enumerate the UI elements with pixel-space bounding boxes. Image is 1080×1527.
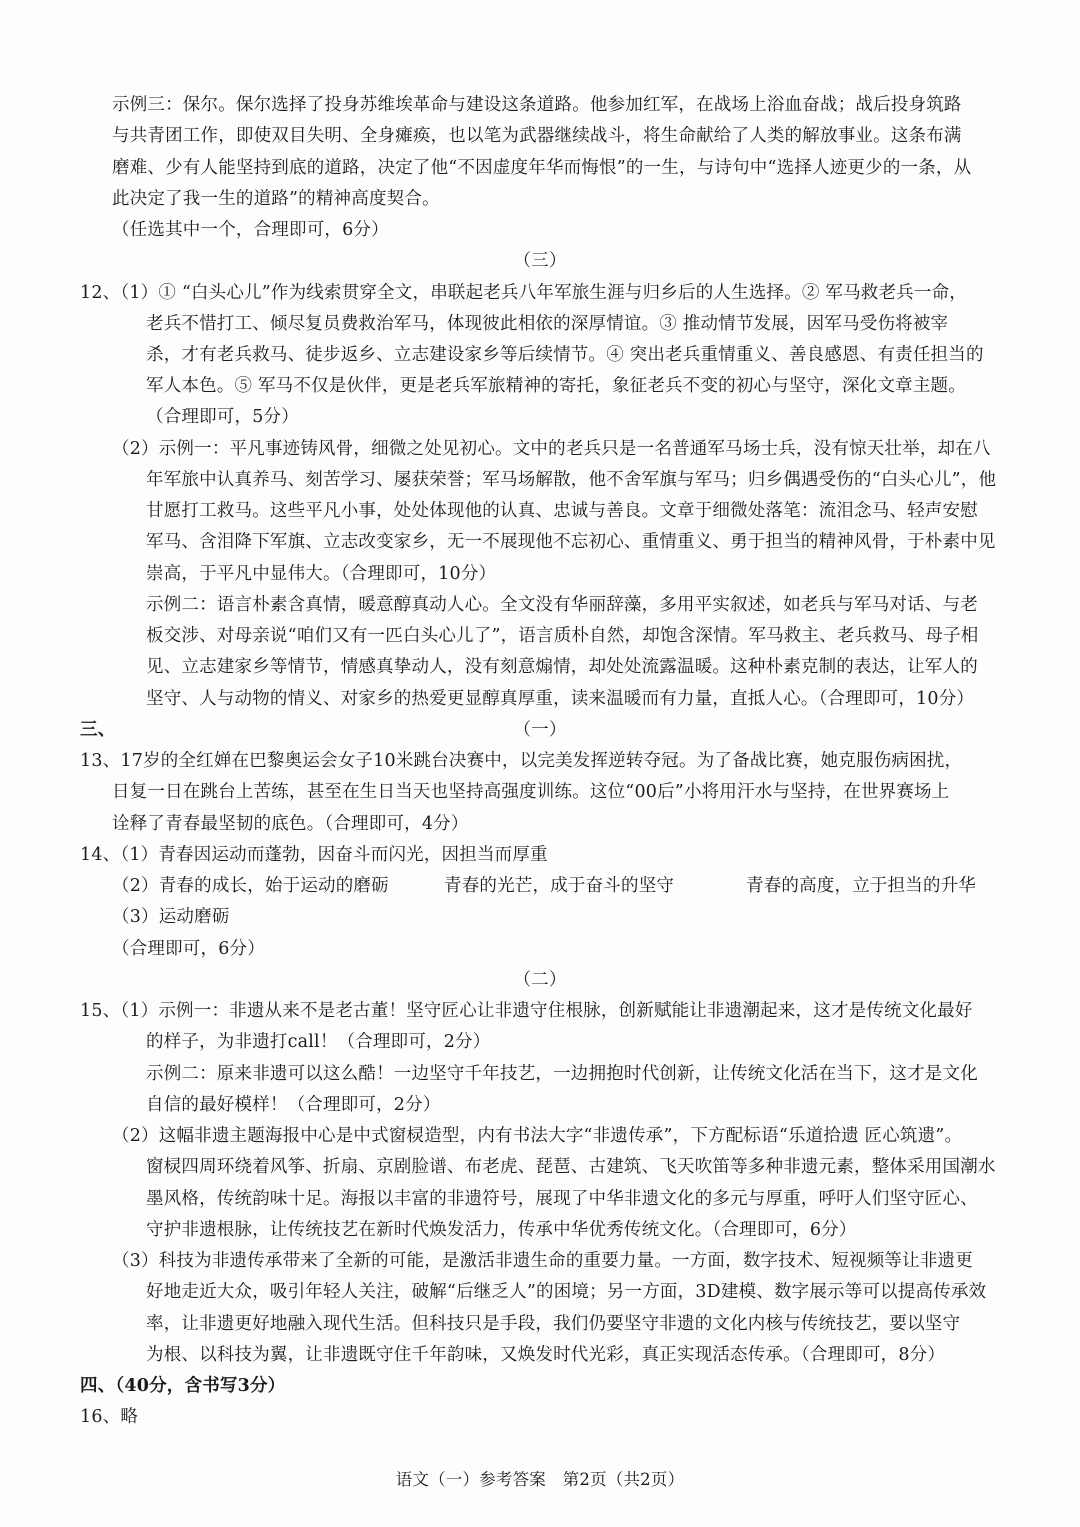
q14-answer-1: 14、（1）青春因运动而蓬勃，因奋斗而闪光，因担当而厚重: [80, 845, 548, 865]
q15-2-line-1: （2）这幅非遗主题海报中心是中式窗棂造型，内有书法大字“非遗传承”，下方配标语“乐道拾遗 匠心筑遗”。: [112, 1126, 963, 1146]
q15-1-line-1: 15、（1）示例一：非遗从来不是老古董！坚守匠心让非遗守住根脉，创新赋能让非遗潮起来，这才是传统文化最好: [80, 1001, 973, 1021]
q15-2-line-3: 墨风格，传统韵味十足。海报以丰富的非遗符号，展现了中华非遗文化的多元与厚重，呼吁人们坚守匠心、: [146, 1189, 978, 1209]
example3-line-4: 此决定了我一生的道路”的精神高度契合。: [112, 189, 440, 209]
q16-answer: 16、略: [80, 1407, 139, 1427]
q14-answer-2c: 青春的高度，立于担当的升华: [746, 876, 977, 896]
q12-2-ex2-line-1: 示例二：语言朴素含真情，暖意醇真动人心。全文没有华丽辞藻，多用平实叙述，如老兵与军马对话、与老: [146, 595, 978, 615]
q15-2-line-2: 窗棂四周环绕着风筝、折扇、京剧脸谱、布老虎、琵琶、古建筑、飞天吹笛等多种非遗元素，整体采用国潮水: [146, 1157, 996, 1177]
part3-label: 三、: [80, 720, 116, 740]
q15-2-line-4: 守护非遗根脉，让传统技艺在新时代焕发活力，传承中华优秀传统文化。（合理即可，6分）: [146, 1220, 857, 1240]
q14-answer-3: （3）运动磨砺: [112, 907, 230, 927]
q15-3-line-3: 率，让非遗更好地融入现代生活。但科技只是手段，我们仍要坚守非遗的文化内核与传统技艺，要以坚守: [146, 1314, 961, 1334]
example-note: （任选其中一个，合理即可，6分）: [112, 220, 389, 240]
q12-2-ex1-line-5: 崇高，于平凡中显伟大。（合理即可，10分）: [146, 564, 497, 584]
example3-line-2: 与共青团工作，即使双目失明、全身瘫痪，也以笔为武器继续战斗，将生命献给了人类的解放事业。这条布满: [112, 126, 962, 146]
q12-line-3: 杀，才有老兵救马、徒步返乡、立志建设家乡等后续情节。④ 突出老兵重情重义、善良感恩、有责任担当的: [146, 345, 984, 365]
part3-sub1-heading: （一）: [513, 720, 567, 740]
q12-2-ex2-line-2: 板交涉、对母亲说“咱们又有一匹白头心儿了”，语言质朴自然，却饱含深情。军马救主、老兵救马、母子相: [146, 626, 979, 646]
section-heading-three: （三）: [513, 251, 567, 271]
part4-label: 四、（40分，含书写3分）: [80, 1376, 286, 1396]
q13-line-3: 诠释了青春最坚韧的底色。（合理即可，4分）: [112, 814, 469, 834]
q15-1-line-3: 示例二：原来非遗可以这么酷！一边坚守千年技艺，一边拥抱时代创新，让传统文化活在当下，这才是文化: [146, 1064, 978, 1084]
q12-line-4: 军人本色。⑤ 军马不仅是伙伴，更是老兵军旅精神的寄托，象征老兵不变的初心与坚守，深化文章主题。: [146, 376, 966, 396]
example3-line-3: 磨难、少有人能坚持到底的道路，决定了他“不因虚度年华而悔恨”的一生，与诗句中“选择人迹更少的一条，从: [112, 158, 972, 178]
q14-answer-2b: 青春的光芒，成于奋斗的坚守: [444, 876, 675, 896]
q15-1-line-4: 自信的最好模样！（合理即可，2分）: [146, 1095, 441, 1115]
q12-2-ex1-line-4: 军马、含泪降下军旗、立志改变家乡，无一不展现他不忘初心、重情重义、勇于担当的精神风骨，于朴素中见: [146, 532, 996, 552]
example3-line-1: 示例三：保尔。保尔选择了投身苏维埃革命与建设这条道路。他参加红军，在战场上浴血奋战；战后投身筑路: [112, 95, 962, 115]
q14-note: （合理即可，6分）: [112, 939, 265, 959]
q15-3-line-1: （3）科技为非遗传承带来了全新的可能，是激活非遗生命的重要力量。一方面，数字技术、短视频等让非遗更: [112, 1251, 973, 1271]
q15-3-line-2: 好地走近大众，吸引年轻人关注，破解“后继乏人”的困境；另一方面，3D建模、数字展示等可以提高传承效: [146, 1282, 987, 1302]
q13-line-2: 日复一日在跳台上苦练，甚至在生日当天也坚持高强度训练。这位“00后”小将用汗水与坚持，在世界赛场上: [112, 782, 950, 802]
q12-2-ex2-line-4: 坚守、人与动物的情义、对家乡的热爱更显醇真厚重，读来温暖而有力量，直抵人心。（合理即可，10分）: [146, 689, 975, 709]
q12-2-ex1-line-1: （2）示例一：平凡事迹铸风骨，细微之处见初心。文中的老兵只是一名普通军马场士兵，没有惊天壮举，却在八: [112, 439, 991, 459]
q12-line-5: （合理即可，5分）: [146, 407, 299, 427]
q14-answer-2a: （2）青春的成长，始于运动的磨砺: [112, 876, 389, 896]
q12-2-ex1-line-3: 甘愿打工救马。这些平凡小事，处处体现他的认真、忠诚与善良。文章于细微处落笔：流泪念马、轻声安慰: [146, 501, 978, 521]
q15-3-line-4: 为根、以科技为翼，让非遗既守住千年韵味，又焕发时代光彩，真正实现活态传承。（合理即可，8分）: [146, 1345, 946, 1365]
q12-line-2: 老兵不惜打工、倾尽复员费救治军马，体现彼此相依的深厚情谊。③ 推动情节发展，因军马受伤将被宰: [146, 314, 949, 334]
q15-1-line-2: 的样子，为非遗打call！（合理即可，2分）: [146, 1032, 491, 1052]
page-footer: 语文（一）参考答案 第2页（共2页）: [395, 1470, 685, 1489]
q13-line-1: 13、17岁的全红婵在巴黎奥运会女子10米跳台决赛中，以完美发挥逆转夺冠。为了备战比赛，她克服伤病困扰，: [80, 751, 963, 771]
part3-sub2-heading: （二）: [513, 970, 567, 990]
q12-2-ex1-line-2: 年军旅中认真养马、刻苦学习、屡获荣誉；军马场解散，他不舍军旗与军马；归乡偶遇受伤的“白头心儿”，他: [146, 470, 997, 490]
q12-line-1: 12、（1）① “白头心儿”作为线索贯穿全文，串联起老兵八年军旅生涯与归乡后的人生选择。② 军马救老兵一命，: [80, 283, 967, 303]
q12-2-ex2-line-3: 见、立志建家乡等情节，情感真挚动人，没有刻意煽情，却处处流露温暖。这种朴素克制的表达，让军人的: [146, 657, 978, 677]
